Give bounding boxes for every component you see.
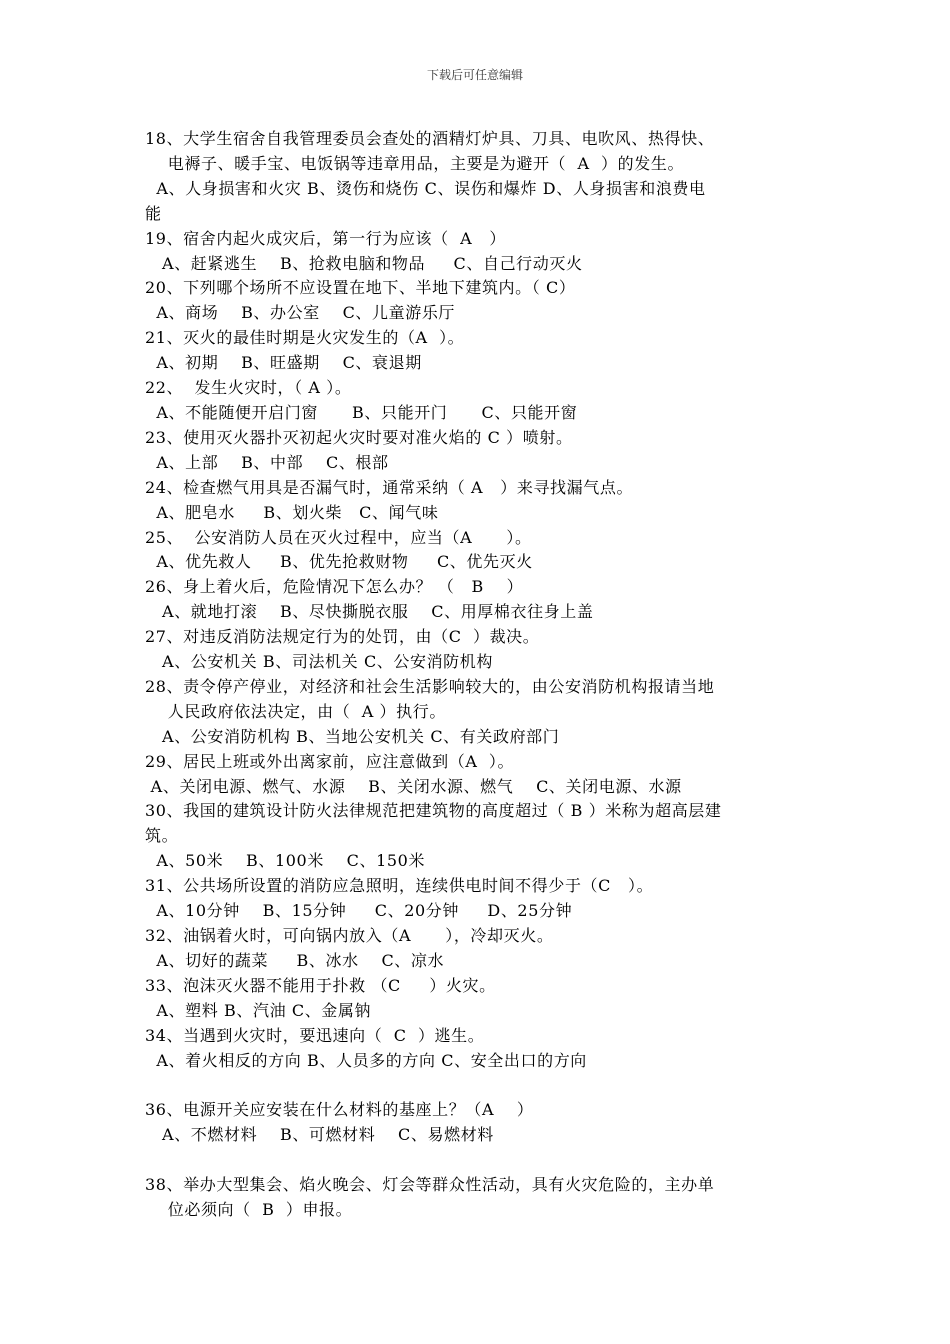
question-32-options: A、切好的蔬菜 B、冰水 C、凉水 xyxy=(145,950,445,970)
question-20-options: A、商场 B、办公室 C、儿童游乐厅 xyxy=(145,303,456,323)
question-23-options: A、上部 B、中部 C、根部 xyxy=(145,452,389,472)
question-18-line-2: 电褥子、暖手宝、电饭锅等违章用品，主要是为避开（ A ）的发生。 xyxy=(145,153,685,173)
question-27-options: A、公安机关 B、司法机关 C、公安消防机构 xyxy=(145,652,493,672)
question-22-options: A、不能随便开启门窗 B、只能开门 C、只能开窗 xyxy=(145,402,578,422)
question-34: 34、当遇到火灾时，要迅速向（ C ）逃生。 xyxy=(145,1025,485,1045)
question-34-options: A、着火相反的方向 B、人员多的方向 C、安全出口的方向 xyxy=(145,1050,587,1070)
question-29: 29、居民上班或外出离家前，应注意做到（A ）。 xyxy=(145,751,515,771)
question-30-line-1: 30、我国的建筑设计防火法律规范把建筑物的高度超过（ B ）米称为超高层建 xyxy=(145,801,722,821)
question-19-options: A、赶紧逃生 B、抢救电脑和物品 C、自己行动灭火 xyxy=(145,253,583,273)
question-list xyxy=(145,127,805,1223)
question-38-line-1: 38、举办大型集会、焰火晚会、灯会等群众性活动，具有火灾危险的，主办单 xyxy=(145,1175,715,1195)
question-25-options: A、优先救人 B、优先抢救财物 C、优先灭火 xyxy=(145,552,533,572)
question-32: 32、油锅着火时，可向锅内放入（A ），冷却灭火。 xyxy=(145,926,554,945)
question-29-options: A、关闭电源、燃气、水源 B、关闭水源、燃气 C、关闭电源、水源 xyxy=(145,776,682,796)
question-21-options: A、初期 B、旺盛期 C、衰退期 xyxy=(145,353,422,373)
question-26-options: A、就地打滚 B、尽快撕脱衣服 C、用厚棉衣往身上盖 xyxy=(145,602,594,622)
question-18-options: A、人身损害和火灾 B、烫伤和烧伤 C、误伤和爆炸 D、人身损害和浪费电 xyxy=(145,178,706,198)
question-36: 36、电源开关应安装在什么材料的基座上？（A ） xyxy=(145,1100,534,1120)
question-23: 23、使用灭火器扑灭初起火灾时要对准火焰的 C ）喷射。 xyxy=(145,427,573,447)
blank-line xyxy=(145,1148,805,1173)
question-18-options-wrap: 能 xyxy=(145,203,162,223)
question-38-line-2: 位必须向（ B ）申报。 xyxy=(145,1199,353,1219)
question-30-line-2: 筑。 xyxy=(145,826,179,846)
question-33-options: A、塑料 B、汽油 C、金属钠 xyxy=(145,1000,372,1020)
question-20: 20、下列哪个场所不应设置在地下、半地下建筑内。（ C） xyxy=(145,278,576,298)
question-33: 33、泡沫灭火器不能用于扑救 （C ）火灾。 xyxy=(145,975,496,995)
question-24-options: A、肥皂水 B、划火柴 C、闻气味 xyxy=(145,502,439,522)
question-31-options: A、10分钟 B、15分钟 C、20分钟 D、25分钟 xyxy=(145,901,573,921)
question-31: 31、公共场所设置的消防应急照明，连续供电时间不得少于（C ）。 xyxy=(145,876,654,896)
question-28-line-1: 28、责令停产停业，对经济和社会生活影响较大的，由公安消防机构报请当地 xyxy=(145,676,715,696)
question-30-options: A、50米 B、100米 C、150米 xyxy=(145,851,426,871)
question-21: 21、灭火的最佳时期是火灾发生的（A ）。 xyxy=(145,328,465,348)
question-28-line-2: 人民政府依法决定，由（ A ）执行。 xyxy=(145,701,446,721)
question-22: 22、 发生火灾时，（ A ）。 xyxy=(145,378,352,398)
question-25: 25、 公安消防人员在灭火过程中，应当（A ）。 xyxy=(145,527,532,547)
question-27: 27、对违反消防法规定行为的处罚，由（C ）裁决。 xyxy=(145,627,540,647)
page-header: 下载后可任意编辑 xyxy=(426,68,523,82)
blank-line xyxy=(145,1073,805,1098)
question-36-options: A、不燃材料 B、可燃材料 C、易燃材料 xyxy=(145,1125,494,1145)
question-18-line-1: 18、大学生宿舍自我管理委员会查处的酒精灯炉具、刀具、电吹风、热得快、 xyxy=(145,129,715,148)
question-19: 19、宿舍内起火成灾后，第一行为应该（ A ） xyxy=(145,228,506,248)
question-24: 24、检查燃气用具是否漏气时，通常采纳（ A ）来寻找漏气点。 xyxy=(145,477,634,497)
question-28-options: A、公安消防机构 B、当地公安机关 C、有关政府部门 xyxy=(145,726,560,746)
question-26: 26、身上着火后，危险情况下怎么办？ （ B ） xyxy=(145,577,524,597)
